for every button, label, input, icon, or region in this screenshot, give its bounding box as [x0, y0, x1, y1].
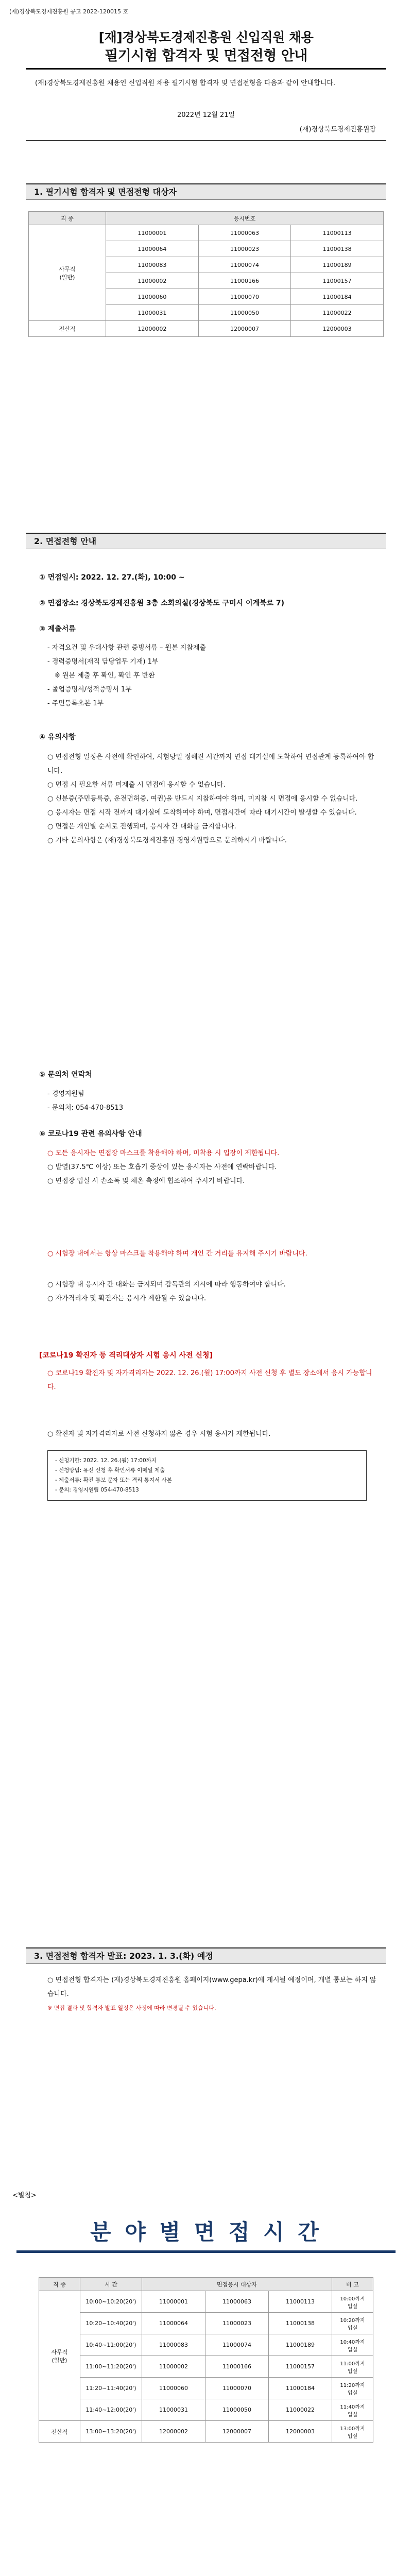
candidate-number: 11000023 [198, 241, 291, 257]
time-slot: 13:00~13:20(20') [80, 2421, 142, 2443]
list-item: ○ 모든 응시자는 면접장 마스크를 착용해야 하며, 미착용 시 입장이 제한됩니다. [47, 1149, 280, 1157]
candidate-number: 11000001 [106, 225, 199, 241]
table-row [39, 2378, 373, 2399]
candidate-number: 12000003 [291, 321, 384, 337]
intro-paragraph: (재)경상북도경제진흥원 채용인 신입직원 채용 필기시험 합격자 및 면접전형을 다음과 같이 안내합니다. [35, 79, 336, 87]
candidate-number: 11000166 [198, 273, 291, 289]
candidate-number: 11000166 [205, 2356, 269, 2378]
table-row [39, 2313, 373, 2334]
item-number: ② [39, 599, 45, 607]
title-line-2: 필기시험 합격자 및 면접전형 안내 [105, 48, 307, 64]
covid-mask-warning: ○ 시험장 내에서는 항상 마스크를 착용해야 하며 개인 간 거리를 유지해 주시기 바랍니다. [47, 1250, 307, 1258]
contact-list [47, 1087, 377, 1115]
entry-note: 13:00까지 입실 [332, 2421, 373, 2443]
list-item: ○ 면접 시 필요한 서류 미제출 시 면접에 응시할 수 없습니다. [47, 781, 226, 789]
candidate-number: 11000184 [269, 2378, 332, 2399]
contact-title [39, 1069, 92, 1079]
item-text: 제출서류 [47, 625, 76, 633]
list-item: ※ 면접 결과 및 합격자 발표 일정은 사정에 따라 변경될 수 있습니다. [47, 2005, 216, 2011]
job-category-cell: 사무직 (일반) [29, 225, 106, 321]
covid-more-list [47, 1278, 377, 1306]
table-row [39, 2356, 373, 2378]
entry-note: 10:40까지 입실 [332, 2334, 373, 2356]
result-announcement [47, 1973, 377, 2015]
document-title [0, 29, 412, 66]
col-header-job: 직 종 [39, 2278, 80, 2291]
list-item: ○ 자가격리자 및 확진자는 응시가 제한될 수 있습니다. [47, 1295, 207, 1302]
candidate-number: 12000007 [205, 2421, 269, 2443]
attachment-1-label: <별첨> [12, 2192, 37, 2199]
intro-divider [26, 140, 386, 141]
required-documents-title [39, 623, 76, 634]
banner-underline [16, 2250, 396, 2253]
candidate-number: 11000184 [291, 289, 384, 305]
candidate-number: 11000113 [291, 225, 384, 241]
candidate-number: 11000083 [142, 2334, 205, 2356]
covid-application-box [47, 1450, 367, 1501]
col-header-number: 응시번호 [106, 212, 384, 225]
time-slot: 11:40~12:00(20') [80, 2399, 142, 2421]
candidate-number: 11000138 [269, 2313, 332, 2334]
title-divider [26, 68, 386, 70]
list-item: ○ 기타 문의사항은 (재)경상북도경제진흥원 경영지원팀으로 문의하시기 바랍니다. [47, 837, 287, 844]
box-line: - 신청기한: 2022. 12. 26.(월) 17:00까지 [55, 1458, 157, 1464]
candidate-number: 11000022 [291, 305, 384, 321]
box-line: - 문의: 경영지원팀 054-470-8513 [55, 1487, 139, 1493]
job-category-cell: 전산직 [39, 2421, 80, 2443]
candidate-number: 11000023 [205, 2313, 269, 2334]
box-line: - 제출서류: 확진 통보 문자 또는 격리 통지서 사본 [55, 1477, 172, 1483]
item-number: ① [39, 573, 45, 582]
candidate-number: 12000003 [269, 2421, 332, 2443]
notes-title [39, 732, 76, 742]
intro-org: (재)경상북도경제진흥원장 [299, 126, 376, 133]
candidate-number: 11000002 [142, 2356, 205, 2378]
col-header-note: 비 고 [332, 2278, 373, 2291]
candidate-number: 11000157 [269, 2356, 332, 2378]
time-slot: 11:20~11:40(20') [80, 2378, 142, 2399]
candidate-number: 11000002 [106, 273, 199, 289]
item-text: 문의처 연락처 [47, 1071, 92, 1079]
item-text: 면접일시: 2022. 12. 27.(화), 10:00 ~ [47, 573, 185, 582]
candidate-number: 11000060 [106, 289, 199, 305]
candidate-number: 11000138 [291, 241, 384, 257]
covid-application-heading: [코로나19 확진자 등 격리대상자 시험 응시 사전 신청] [39, 1351, 213, 1360]
candidate-number: 11000031 [106, 305, 199, 321]
interview-location [39, 598, 284, 608]
list-item: - 경력증명서(재직 담당업무 기재) 1부 [47, 658, 159, 666]
time-slot: 10:40~11:00(20') [80, 2334, 142, 2356]
section-1-heading: 1. 필기시험 합격자 및 면접전형 대상자 [26, 183, 386, 200]
covid-title [39, 1128, 142, 1139]
candidate-number: 11000189 [269, 2334, 332, 2356]
entry-note: 10:20까지 입실 [332, 2313, 373, 2334]
entry-note: 11:20까지 입실 [332, 2378, 373, 2399]
candidate-number: 11000070 [198, 289, 291, 305]
entry-note: 11:00까지 입실 [332, 2356, 373, 2378]
col-header-time: 시 간 [80, 2278, 142, 2291]
candidate-number: 11000113 [269, 2291, 332, 2313]
intro-date: 2022년 12월 21일 [177, 111, 235, 119]
col-header-candidates: 면접응시 대상자 [142, 2278, 332, 2291]
covid-application-text: ○ 코로나19 확진자 및 자가격리자는 2022. 12. 26.(월) 17:00까지 사전 신청 후 별도 장소에서 응시 가능합니다. [47, 1369, 372, 1391]
candidate-number: 11000050 [205, 2399, 269, 2421]
entry-note: 10:00까지 입실 [332, 2291, 373, 2313]
job-category-cell: 사무직 (일반) [39, 2291, 80, 2421]
time-slot: 10:00~10:20(20') [80, 2291, 142, 2313]
candidate-number: 12000002 [142, 2421, 205, 2443]
item-text: 면접장소: 경상북도경제진흥원 3층 소회의실(경상북도 구미시 이계북로 7) [47, 599, 285, 607]
table-row [39, 2334, 373, 2356]
candidate-table [28, 211, 384, 337]
interview-schedule-banner: 분 야 별 면 접 시 간 [90, 2219, 322, 2245]
list-item: ○ 발열(37.5℃ 이상) 또는 호흡기 증상이 있는 응시자는 사전에 연락바랍니다. [47, 1163, 277, 1171]
candidate-number: 11000064 [106, 241, 199, 257]
time-slot: 10:20~10:40(20') [80, 2313, 142, 2334]
candidate-number: 11000022 [269, 2399, 332, 2421]
candidate-number: 11000001 [142, 2291, 205, 2313]
list-item: - 주민등록초본 1부 [47, 700, 104, 707]
list-item: ○ 응시자는 면접 시작 전까지 대기실에 도착하여야 하며, 면접시간에 따라 대기시간이 발생할 수 있습니다. [47, 809, 357, 817]
table-row [29, 225, 384, 241]
table-row [39, 2399, 373, 2421]
candidate-number: 11000063 [198, 225, 291, 241]
candidate-number: 12000007 [198, 321, 291, 337]
candidate-number: 11000064 [142, 2313, 205, 2334]
candidate-number: 11000157 [291, 273, 384, 289]
list-item: ○ 신분증(주민등록증, 운전면허증, 여권)을 반드시 지참하여야 하며, 미지참 시 면접에 응시할 수 없습니다. [47, 795, 358, 803]
list-item: - 자격요건 및 우대사항 관련 증빙서류 – 원본 지참제출 [47, 644, 206, 652]
list-item: ○ 시험장 내 응시자 간 대화는 금지되며 감독관의 지시에 따라 행동하여야 합니다. [47, 1281, 286, 1289]
box-line: - 신청방법: 유선 신청 후 확인서류 이메일 제출 [55, 1467, 165, 1473]
required-documents-list [47, 641, 377, 710]
list-item: - 경영지원팀 [47, 1090, 84, 1098]
section-3-heading: 3. 면접전형 합격자 발표: 2023. 1. 3.(화) 예정 [26, 1947, 386, 1964]
job-category-cell: 전산직 [29, 321, 106, 337]
candidate-number: 12000002 [106, 321, 199, 337]
covid-after-text: ○ 확진자 및 자가격리자로 사전 신청하지 않은 경우 시험 응시가 제한됩니다. [47, 1430, 271, 1438]
list-item: ○ 면접전형 일정은 사전에 확인하여, 시험당일 정해진 시간까지 면접 대기실에 도착하여 면접관계 등록하여야 합니다. [47, 753, 374, 775]
document-reference: (재)경상북도경제진흥원 공고 2022-120015 호 [9, 8, 129, 15]
candidate-number: 11000189 [291, 257, 384, 273]
list-item: ○ 면접은 개인별 순서로 진행되며, 응시자 간 대화를 금지합니다. [47, 823, 236, 831]
section-2-heading: 2. 면접전형 안내 [26, 533, 386, 549]
list-item: ○ 면접전형 합격자는 (재)경상북도경제진흥원 홈페이지(www.gepa.kr)에 게시될 예정이며, 개별 통보는 하지 않습니다. [47, 1976, 376, 1998]
table-row [39, 2421, 373, 2443]
candidate-number: 11000031 [142, 2399, 205, 2421]
candidate-number: 11000074 [205, 2334, 269, 2356]
candidate-number: 11000070 [205, 2378, 269, 2399]
covid-list [47, 1146, 377, 1188]
table-row [39, 2291, 373, 2313]
title-line-1: [재]경상북도경제진흥원 신입직원 채용 [98, 30, 314, 45]
item-number: ④ [39, 733, 45, 741]
candidate-number: 11000083 [106, 257, 199, 273]
table-row [29, 321, 384, 337]
item-text: 코로나19 관련 유의사항 안내 [47, 1130, 142, 1138]
item-number: ⑥ [39, 1130, 45, 1138]
time-slot: 11:00~11:20(20') [80, 2356, 142, 2378]
col-header-job: 직 종 [29, 212, 106, 225]
item-text: 유의사항 [47, 733, 76, 741]
interview-datetime [39, 572, 185, 582]
notes-list [47, 750, 377, 848]
item-number: ③ [39, 625, 45, 633]
list-item: ※ 원본 제출 후 확인, 확인 후 반환 [55, 672, 155, 680]
candidate-number: 11000063 [205, 2291, 269, 2313]
candidate-number: 11000074 [198, 257, 291, 273]
item-number: ⑤ [39, 1071, 45, 1079]
candidate-number: 11000050 [198, 305, 291, 321]
list-item: - 문의처: 054-470-8513 [47, 1104, 124, 1112]
list-item: ○ 면접장 입실 시 손소독 및 체온 측정에 협조하여 주시기 바랍니다. [47, 1177, 245, 1185]
list-item: - 졸업증명서/성적증명서 1부 [47, 686, 132, 693]
interview-schedule-table [39, 2277, 373, 2443]
candidate-number: 11000060 [142, 2378, 205, 2399]
entry-note: 11:40까지 입실 [332, 2399, 373, 2421]
